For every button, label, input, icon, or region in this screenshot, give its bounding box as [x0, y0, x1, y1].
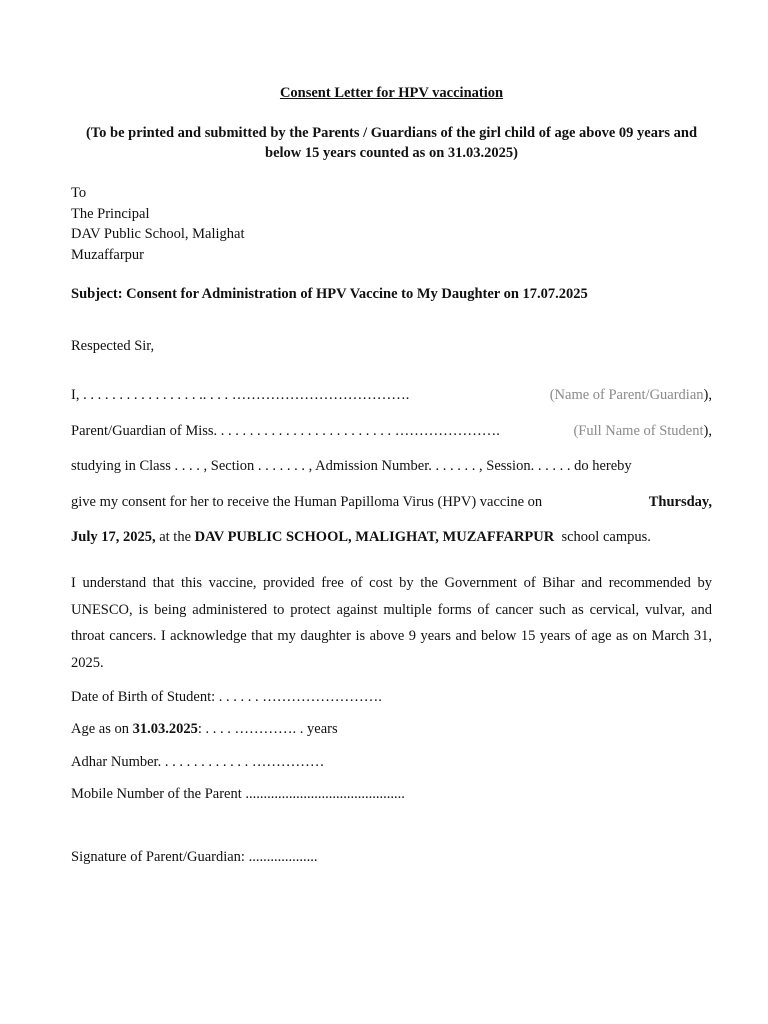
- dob-field: Date of Birth of Student: . . . . . . …………………….: [71, 689, 382, 705]
- consent-paragraph: [71, 378, 712, 556]
- vaccination-date: July 17, 2025,: [71, 529, 156, 545]
- venue-end: school campus.: [561, 529, 651, 545]
- address-city: Muzaffarpur: [71, 246, 145, 263]
- age-blank: : . . . . …………. . years: [197, 721, 338, 737]
- signature-field: Signature of Parent/Guardian: ...................: [71, 849, 318, 865]
- venue-line: [71, 520, 712, 556]
- address-to: To: [71, 185, 87, 201]
- adhar-field: Adhar Number. . . . . . . . . . . . . ……………: [71, 754, 325, 770]
- recipient-address: [71, 183, 712, 265]
- student-name-end: ),: [703, 422, 712, 439]
- subject-line: Subject: Consent for Administration of HPV Vaccine to My Daughter on 17.07.2025: [71, 286, 588, 302]
- greeting: Respected Sir,: [71, 338, 155, 354]
- age-field: [71, 721, 338, 738]
- address-school: DAV Public School, Malighat: [71, 226, 245, 242]
- venue-at: at the: [159, 529, 192, 545]
- parent-name-hint: (Name of Parent/Guardian: [549, 387, 704, 403]
- student-name-blank: Parent/Guardian of Miss. . . . . . . . . . . . . . . . . . . . . . . . . ………………….: [71, 422, 500, 439]
- instruction-note: (To be printed and submitted by the Parents / Guardians of the girl child of age above 09 years and below 15 years counted as on 31.03.2025): [85, 125, 698, 161]
- student-name-line: [71, 414, 712, 450]
- consent-text: give my consent for her to receive the Human Papilloma Virus (HPV) vaccine on: [71, 493, 543, 510]
- parent-name-blank: I, . . . . . . . . . . . . . . . . .. . . . ……………………………….: [71, 387, 410, 403]
- letter-title: Consent Letter for HPV vaccination: [279, 85, 504, 101]
- age-label: Age as on: [71, 721, 129, 737]
- mobile-field: Mobile Number of the Parent ............................................: [71, 786, 405, 802]
- parent-name-end: ),: [703, 387, 712, 403]
- consent-line: [71, 485, 712, 521]
- understanding-paragraph: I understand that this vaccine, provided free of cost by the Government of Bihar and recommended by UNESCO, is being administered to protect against multiple forms of cancer such as cervical, vulvar, and throat cancers. I acknowledge that my daughter is above 9 years and below 15 years of age as on March 31, 2025.: [71, 575, 712, 671]
- student-name-hint: (Full Name of Student: [573, 422, 704, 439]
- consent-day: Thursday,: [648, 493, 712, 510]
- class-section-line: studying in Class . . . . , Section . . . . . . . , Admission Number. . . . . . . , Session. . . . . . do hereby: [71, 458, 632, 474]
- venue-school: DAV PUBLIC SCHOOL, MALIGHAT, MUZAFFARPUR: [194, 529, 555, 545]
- age-date: 31.03.2025: [132, 721, 198, 737]
- parent-name-line: [71, 378, 712, 414]
- address-principal: The Principal: [71, 205, 150, 222]
